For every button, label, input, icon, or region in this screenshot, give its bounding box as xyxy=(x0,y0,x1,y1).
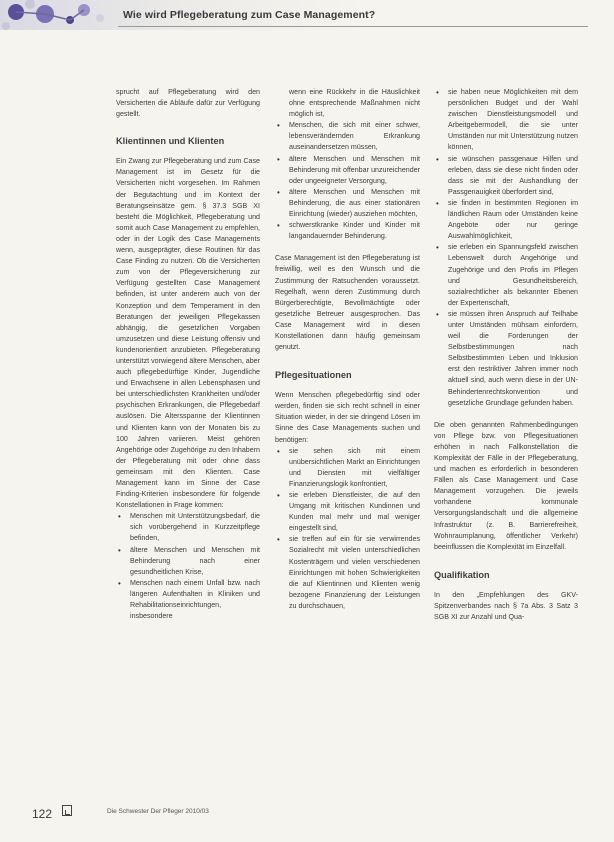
page-number: 122 xyxy=(32,807,53,821)
list-item: • sie müssen ihren Anspruch auf Teilhabe unter Umständen mühsam einfordern, weil die Forderungen der Selbstbestimmungen nach Selbstbestimmten Leben und Inklusion erst den restriktiver Jahren immer noch aktuell sind, auch wenn diese in der UN-Behindertenrechtskonvention und gesetzliche Grundlage gefunden haben. xyxy=(434,309,578,409)
column-1 xyxy=(116,87,260,622)
list-item: • Menschen, die sich mit einer schwer, lebensverändernden Erkrankung auseinandersetzen müssen, xyxy=(275,120,420,153)
paragraph: In den „Empfehlungen des GKV-Spitzenverbandes nach § 7a Abs. 3 Satz 3 SGB XI zur Anzahl und Qua- xyxy=(434,590,578,622)
list-item: • Menschen mit Unterstützungsbedarf, die sich vorübergehend in Kurzzeitpflege befinden, xyxy=(116,511,260,544)
running-header-title: Wie wird Pflegeberatung zum Case Management? xyxy=(123,9,376,21)
list-item: • ältere Menschen und Menschen mit Behinderung, die aus einer stationären Einrichtung (wieder) ausziehen möchten, xyxy=(275,187,420,220)
list-item: • sie erleben ein Spannungsfeld zwischen Lebenswelt durch Angehörige und Zugehörige und den Profis im Pflegen und Gesundheitsbereich, sozialrechtlicher als bekannter Ebenen der Expertenschaft, xyxy=(434,242,578,309)
section-heading-pflegesituationen: Pflegesituationen xyxy=(275,370,352,381)
spacer xyxy=(434,409,578,420)
section-heading-klienten: Klientinnen und Klienten xyxy=(116,136,225,147)
list-item: • sie sehen sich mit einem unübersichtlichen Markt an Einrichtungen und Diensten mit vielfältiger Finanzierungslogik konfrontiert, xyxy=(275,446,420,490)
list-item: • sie haben neue Möglichkeiten mit dem persönlichen Budget und der Wahl zwischen Dienstleistungsmodell und Arbeitgebermodell, die sie unter Umständen nur mit Unterstützung nutzen können, xyxy=(434,87,578,154)
list-item: • schwerstkranke Kinder und Kinder mit langandauernder Behinderung. xyxy=(275,220,420,242)
list-item: • sie finden in bestimmten Regionen im ländlichen Raum oder Umständen keine Angebote oder nur geringe Auswahlmöglichkeit, xyxy=(434,198,578,242)
bullet-list xyxy=(275,120,420,242)
list-item: • Menschen nach einem Unfall bzw. nach längeren Aufenthalten in Kliniken und Rehabilitationseinrichtungen, insbesondere xyxy=(116,578,260,622)
paragraph: Case Management ist den Pflegeberatung ist freiwillig, weil es den Wunsch und die Zustimmung der Ratsuchenden voraussetzt. Regelhaft, wenn deren Zustimmung durch Bürgerberechtigte, Bevollmächtigte oder gesetzliche Betreuer ausgesprochen. Das Case Management wird in diesen Konstellationen dann häufig gemeinsam genutzt. xyxy=(275,254,420,352)
list-item: • sie wünschen passgenaue Hilfen und erleben, dass sie diese nicht finden oder dass sie mit der Aushandlung der Passgenauigkeit überfordert sind, xyxy=(434,154,578,198)
section-heading-qualifikation: Qualifikation xyxy=(434,569,490,580)
header-rule xyxy=(118,26,588,27)
list-item: • ältere Menschen und Menschen mit Behinderung mit offenbar unzureichender oder ungeeigneter Versorgung, xyxy=(275,154,420,187)
publisher-logo-icon xyxy=(62,805,72,816)
paragraph: Die oben genannten Rahmenbedingungen von Pflege bzw. von Pflegesituationen erhöhen in nach Fallkonstellation die Komplexität der Fälle in der Pflegeberatung, und machen es erforderlich in besonderen Fällen als Case Management und Case Management vorzugehen. Die jeweils vorhandene kommunale Versorgungslandschaft und die allgemeine Infrastruktur (z. B. Barrierefreiheit, Wohnraumplanung, öffentlicher Verkehr) beeinflussen die Komplexität im Einzelfall. xyxy=(434,420,578,551)
column-3 xyxy=(434,87,578,623)
paragraph: sprucht auf Pflegeberatung wird den Versicherten die Abläufe dafür zur Verfügung gestellt. xyxy=(116,88,260,119)
list-item: • sie erleben Dienstleister, die auf den Umgang mit kritischen Kundinnen und Kunden mal mehr und mal weniger eingestellt sind, xyxy=(275,490,420,534)
paragraph: Ein Zwang zur Pflegeberatung und zum Case Management ist im Gesetz für die Versicherten nicht vorgesehen. Im Rahmen der Begutachtung und im Kontext der Beratungseinsätze gem. § 37.3 SGB XI besteht die Möglichkeit, Pflegeberatung und somit auch Case Management zu empfehlen, oder in der Logik des Case Managements wenn, ausgeprägter, diese Routinen für das Case Finding zu nutzen. Ob die Versicherten zum von der Pflegeversicherung zur Verfügung gestellten Case Management befinden, ist unter anderem auch von der Konzeption und dem Temperament in den Beratungen der jeweiligen Pflegekassen abhängig, die gesetzlichen Vorgaben umzusetzen und diese Leistung offensiv und kundenorientiert anzubieten. Pflegeberatung unterstützt vorwiegend ältere Menschen, aber auch pflegebedürftige Kinder, Jugendliche und Erwachsene in allen Lebensphasen und bei unterschiedlichsten Krankheiten und/oder psychischen Erkrankungen, die Pflegebedarf auslösen. Die Altersspanne der Klientinnen und Klienten kann von der Monaten bis zu 100 Jahren variieren. Meist gehören Angehörige oder Zugehörige zu den Inhabern der Pflegeberatung mit oder ohne dass gemeinsam mit den Klienten. Case Management kann im Sinne der Case Finding-Kriterien insbesondere für folgende Konstellationen in Frage kommen: xyxy=(116,157,260,510)
bullet-list xyxy=(275,446,420,612)
molecule-decoration xyxy=(0,0,115,34)
list-item: • ältere Menschen und Menschen mit Behinderung nach einer gesundheitlichen Krise, xyxy=(116,545,260,578)
list-item-continuation: wenn eine Rückkehr in die Häuslichkeit ohne entsprechende Maßnahmen nicht möglich ist, xyxy=(289,88,420,119)
footer-publication: Die Schwester Der Pfleger 2010/03 xyxy=(107,808,209,815)
spacer xyxy=(275,242,420,253)
paragraph: Wenn Menschen pflegebedürftig sind oder werden, finden sie sich recht schnell in einer Situation wieder, in der sie dringend Lösen im Sinne des Case Managements suchen und benötigen: xyxy=(275,391,420,444)
list-item: • sie treffen auf ein für sie verwirrendes Sozialrecht mit vielen unterschiedlichen Kostenträgern und vielen verschiedenen Einrichtungen mit hohen Schwierigkeiten die auf Klientinnen und Klienten wenig bezogene Finanzierung der Leistungen zu durchschauen, xyxy=(275,534,420,612)
column-2 xyxy=(275,87,420,612)
bullet-list xyxy=(116,511,260,622)
bullet-list xyxy=(434,87,578,409)
